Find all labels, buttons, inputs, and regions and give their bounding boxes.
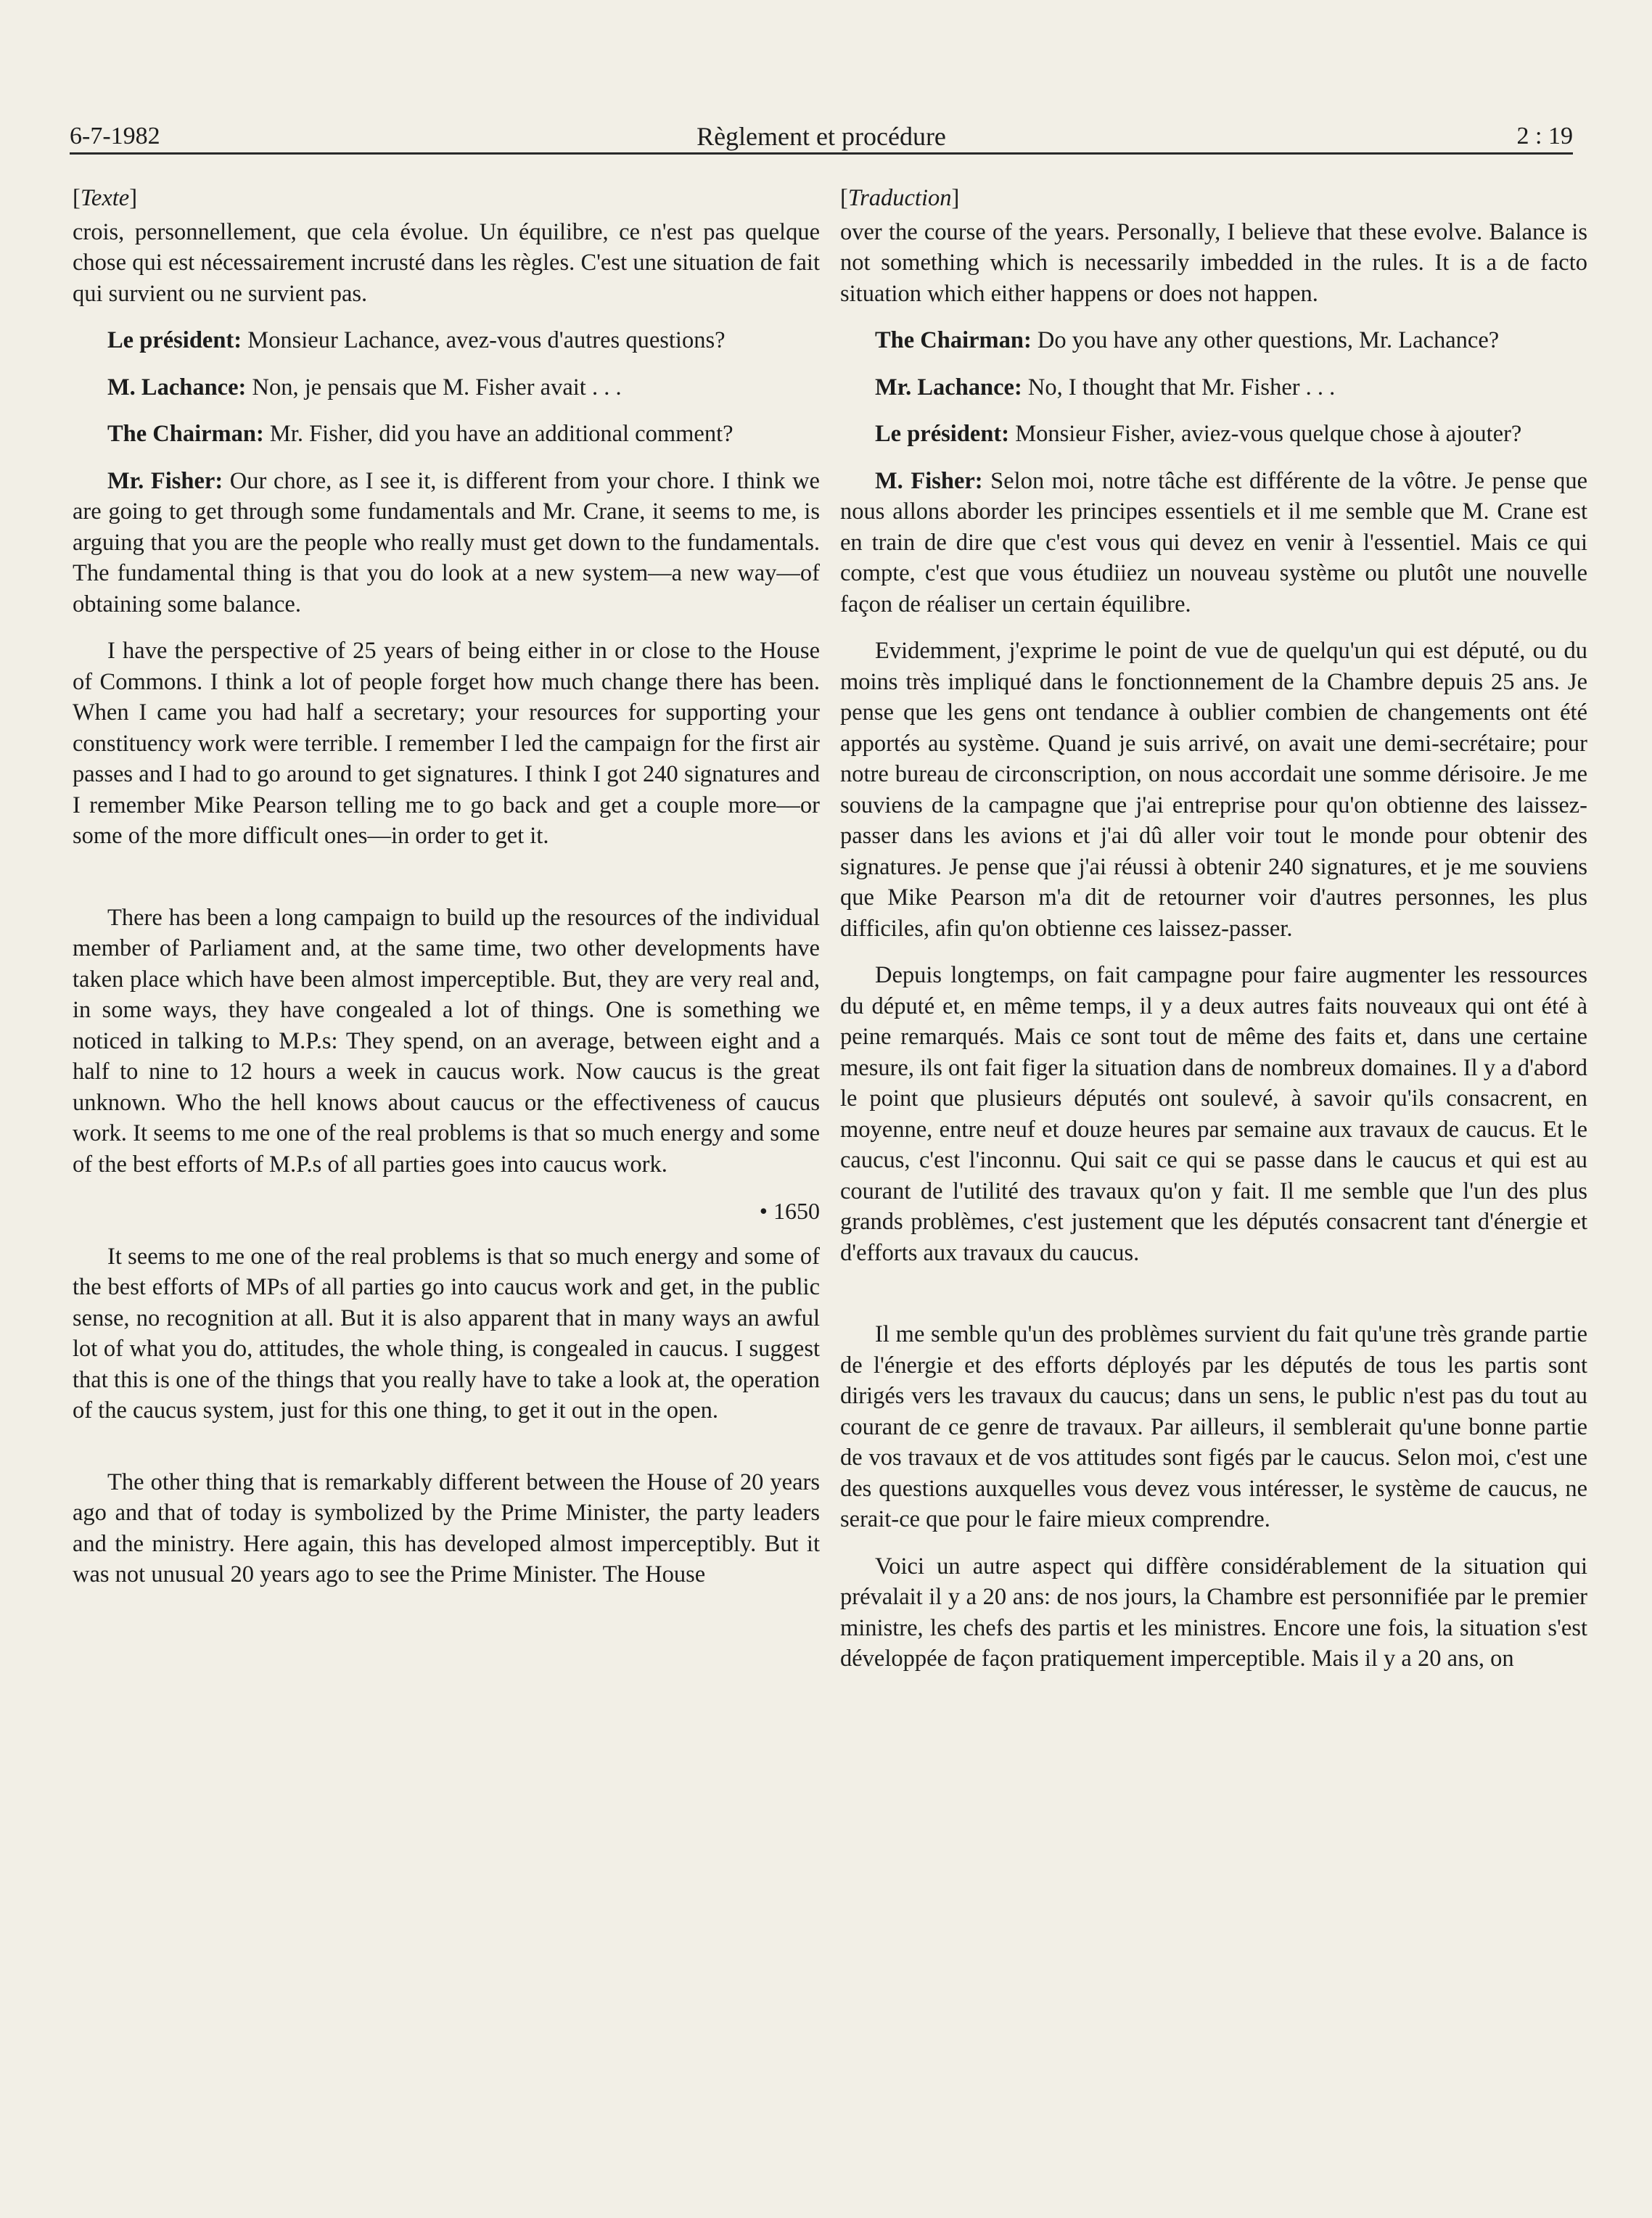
paragraph [840,1319,1587,1535]
column-tag-label: Texte [80,185,130,211]
paragraph-text: Mr. Fisher, did you have an additional comment? [263,421,733,447]
paragraph-text: Selon moi, notre tâche est différente de la vôtre. Je pense que nous allons aborder les principes essentiels et il me semble que M. Crane est en train de dire que c'est vous qui devez en venir à l'essentiel. Mais ce qui compte, c'est que vous étudiiez un nouveau système ou plutôt une nouvelle façon de réaliser un certain équilibre. [840,467,1587,617]
column-tag: [Texte] [73,185,138,211]
paragraph-text: No, I thought that Mr. Fisher . . . [1022,374,1336,401]
paragraph [73,419,820,450]
speaker-name: Mr. Lachance: [875,374,1022,401]
page-number: 2 : 19 [1516,123,1573,149]
paragraph-text: Il me semble qu'un des problèmes survient du fait qu'une très grande partie de l'énergie et des efforts déployés par les députés de tous les partis sont dirigés vers les travaux du caucus; dans un sens, le public n'est pas du tout au courant de ce genre de travaux. Par ailleurs, il semblerait qu'une bonne partie de vos travaux et de vos attitudes sont figés par le caucus. Selon moi, c'est une des questions auxquelles vous devez vous intéresser, le système de caucus, ne serait-ce que pour le faire mieux comprendre. [840,1321,1587,1532]
paragraph [840,636,1587,944]
spacer [73,1442,820,1467]
speaker-name: Le président: [875,421,1010,447]
page-date: 6-7-1982 [70,123,160,149]
paragraph-text: Voici un autre aspect qui diffère considérablement de la situation qui prévalait il y a 20 ans: de nos jours, la Chambre est personnifiée par le premier ministre, les chefs des partis et les ministres. Encore une fois, la situation s'est développée de façon pratiquement imperceptible. Mais il y a 20 ans, on [840,1553,1587,1672]
paragraph-text: Do you have any other questions, Mr. Lachance? [1031,327,1500,353]
paragraph [73,903,820,1180]
time-marker: • 1650 [759,1198,820,1224]
paragraph-text: Depuis longtemps, on fait campagne pour faire augmenter les ressources du député et, en même temps, il y a deux autres faits nouveaux qui ont été à peine remarqués. Mais ce sont tout de même des faits et, dans une certaine mesure, ils ont fait figer la situation dans de nombreux domaines. Il y a d'abord le point que plusieurs députés ont soulevé, à savoir qu'ils consacrent, en moyenne, entre neuf et douze heures par semaine aux travaux de caucus. Et le caucus, c'est l'inconnu. Qui sait ce qui se passe dans le caucus et qui est au courant de l'utilité des travaux qu'on y fait. Il me semble que l'un des plus grands problèmes, c'est justement que les députés consacrent tant d'énergie et d'efforts aux travaux du caucus. [840,962,1587,1266]
page-title: Règlement et procédure [696,122,946,151]
page-header [70,107,1573,155]
paragraph [840,1551,1587,1675]
paragraph [73,1241,820,1426]
speaker-name: The Chairman: [875,327,1032,353]
paragraph [73,217,820,310]
paragraph [840,325,1587,356]
paragraph-text: crois, personnellement, que cela évolue. Un équilibre, ce n'est pas quelque chose qui est nécessairement incrusté dans les règles. C'est une situation de fait qui survient ou ne survient pas. [73,218,820,307]
paragraph [73,636,820,852]
paragraph-text: Evidemment, j'exprime le point de vue de quelqu'un qui est député, ou du moins très impliqué dans le fonctionnement de la Chambre depuis 25 ans. Je pense que les gens ont tendance à oublier combien de changements ont été apportés au système. Quand je suis arrivé, on avait une demi-secrétaire; pour notre bureau de circonscription, on nous accordait une somme dérisoire. Je me souviens de la campagne que j'ai entreprise pour qu'on obtienne des laissez-passer dans les avions et j'ai dû aller voir tout le monde pour obtenir des signatures. Je pense que j'ai réussi à obtenir 240 signatures, et je me souviens que Mike Pearson m'a dit de retourner voir d'autres personnes, les plus difficiles, afin qu'on obtienne ces laissez-passer. [840,638,1587,942]
speaker-name: The Chairman: [107,421,264,447]
paragraph-text: Non, je pensais que M. Fisher avait . . . [246,374,622,401]
spacer [73,868,820,903]
speaker-name: M. Fisher: [875,467,983,494]
spacer [840,1284,1587,1319]
paragraph [840,372,1587,403]
paragraph [73,325,820,356]
speaker-name: Mr. Fisher: [107,467,223,494]
column-tag: [Traduction] [840,185,960,211]
paragraph-text: I have the perspective of 25 years of being either in or close to the House of Commons. I think a lot of people forget how much change there has been. When I came you had half a secretary; your resources for supporting your constituency work were terrible. I remember I led the campaign for the first air passes and I had to go around to get signatures. I think I got 240 signatures and I remember Mike Pearson telling me to go back and get a couple more—or some of the more difficult ones—in order to get it. [73,638,820,849]
left-column [73,183,820,1606]
paragraph-text: It seems to me one of the real problems is that so much energy and some of the best efforts of MPs of all parties go into caucus work and get, in the public sense, no recognition at all. But it is also apparent that in many ways an awful lot of what you do, attitudes, the whole thing, is congealed in caucus. I suggest that this is one of the things that you really have to take a look at, the operation of the caucus system, just for this one thing, to get it out in the open. [73,1243,820,1424]
column-tag-label: Traduction [847,185,952,211]
speaker-name: M. Lachance: [107,374,247,401]
paragraph-text: There has been a long campaign to build up the resources of the individual member of Parliament and, at the same time, two other developments have taken place which have been almost imperceptible. But, they are very real and, in some ways, they have congealed a lot of things. One is something we noticed in talking to M.P.s: They spend, on an average, between eight and a half to nine to 12 hours a week in caucus work. Now caucus is the great unknown. Who the hell knows about caucus or the effectiveness of caucus work. It seems to me one of the real problems is that so much energy and some of the best efforts of M.P.s of all parties goes into caucus work. [73,904,820,1178]
right-column [840,183,1587,1691]
paragraph [840,217,1587,310]
paragraph-text: Monsieur Lachance, avez-vous d'autres questions? [242,327,726,353]
paragraph [840,466,1587,620]
paragraph-text: over the course of the years. Personally, I believe that these evolve. Balance is not something which is necessarily imbedded in the rules. It is a de facto situation which either happens or does not happen. [840,218,1587,307]
paragraph-text: Monsieur Fisher, aviez-vous quelque chose à ajouter? [1009,421,1522,447]
paragraph [840,419,1587,450]
speaker-name: Le président: [107,327,242,353]
paragraph [73,372,820,403]
paragraph [73,1467,820,1590]
paragraph-text: The other thing that is remarkably different between the House of 20 years ago and that of today is symbolized by the Prime Minister, the party leaders and the ministry. Here again, this has developed almost imperceptibly. But it was not unusual 20 years ago to see the Prime Minister. The House [73,1469,820,1587]
paragraph [840,960,1587,1268]
paragraph-text: Our chore, as I see it, is different from your chore. I think we are going to get through some fundamentals and Mr. Crane, it seems to me, is arguing that you are the people who really must get down to the fundamentals. The fundamental thing is that you do look at a new system—a new way—of obtaining some balance. [73,467,820,617]
paragraph [73,466,820,620]
